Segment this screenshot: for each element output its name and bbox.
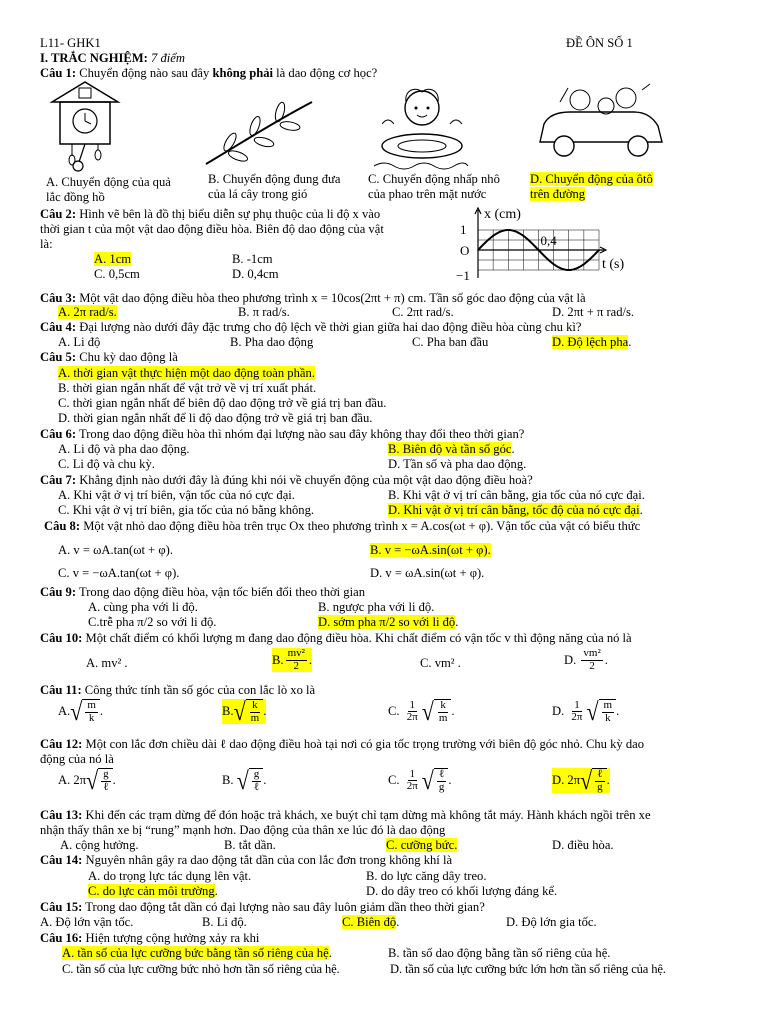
q3-option-b[interactable]: B. π rad/s. (238, 305, 290, 319)
question-12: Câu 12: Một con lắc đơn chiều dài ℓ dao động điều hoà tại nơi có gia tốc trọng trường với biên độ góc nhỏ. Chu kỳ dao (40, 737, 645, 751)
q15-option-d[interactable]: D. Độ lớn gia tốc. (506, 915, 597, 929)
data-point (507, 229, 509, 231)
q11-option-d[interactable]: D. $\frac{1}{2\pi}$ √ $\frac{m}{k}$ . (552, 696, 620, 726)
data-point (568, 269, 570, 271)
q9-option-c[interactable]: C.trễ pha π/2 so với li độ. (88, 615, 217, 629)
data-point (598, 249, 600, 251)
y-axis-label: x (cm) (484, 207, 521, 222)
q14-option-a[interactable]: A. do trọng lực tác dụng lên vật. (88, 869, 252, 883)
question-2: Câu 2: Hình vẽ bên là đồ thị biểu diễn sự phụ thuộc của li độ x vào (40, 207, 381, 221)
question-6: Câu 6: Trong dao động điều hòa thì nhóm đại lượng nào sau đây không thay đổi theo thời gian? (40, 427, 525, 441)
question-13-line2: nhận thấy thân xe bị “rung” mạnh hơn. Dao động của thân xe lúc đó là dao động (40, 823, 446, 837)
q10-option-d[interactable]: D. $\frac{\text{vm²}}{2}$ . (564, 647, 608, 672)
header-right: ĐỀ ÔN SỐ 1 (566, 36, 633, 50)
q13-option-c[interactable]: C. cưỡng bức. (386, 838, 458, 852)
q12-option-c[interactable]: C. $\frac{1}{2\pi}$ √ $\frac{\text{ℓ}}{g}$ . (388, 765, 452, 795)
q8-option-c[interactable]: C. v = −ωA.tan(ωt + φ). (58, 566, 180, 580)
q16-option-b[interactable]: B. tần số dao động bằng tần số riêng của hệ. (388, 946, 611, 960)
header-left: L11- GHK1 (40, 36, 101, 50)
data-point (477, 249, 479, 251)
q13-option-d[interactable]: D. điều hòa. (552, 838, 614, 852)
q4-option-d[interactable]: D. Độ lệch pha. (552, 335, 632, 349)
q2-option-a[interactable]: A. 1cm (94, 252, 132, 266)
question-7: Câu 7: Khẳng định nào dưới đây là đúng khi nói về chuyển động của một vật dao động điều hoà? (40, 473, 533, 487)
x-axis-label: t (s) (602, 257, 625, 272)
oscillation-chart (454, 204, 634, 284)
q6-option-a[interactable]: A. Li độ và pha dao động. (58, 442, 190, 456)
question-1: Câu 1: Chuyển động nào sau đây không phải là dao động cơ học? (40, 66, 378, 80)
annotation-label: 0,4 (540, 233, 557, 248)
q9-option-a[interactable]: A. cùng pha với li độ. (88, 600, 198, 614)
q9-option-b[interactable]: B. ngược pha với li độ. (318, 600, 435, 614)
q16-option-d[interactable]: D. tần số của lực cưỡng bức lớn hơn tần số riêng của hệ. (390, 962, 666, 976)
q10-option-a[interactable]: A. mv² . (86, 656, 128, 670)
leaf-branch-image (200, 94, 320, 170)
question-2-line3: là: (40, 237, 53, 251)
data-point (492, 235, 494, 237)
data-point (538, 249, 540, 251)
q16-option-a[interactable]: A. tần số của lực cưỡng bức bằng tần số riêng của hệ. (62, 946, 332, 960)
q13-option-b[interactable]: B. tắt dần. (224, 838, 276, 852)
question-9: Câu 9: Trong dao động điều hòa, vận tốc biến đổi theo thời gian (40, 585, 365, 599)
q11-option-a[interactable]: A. √ $\frac{m}{k}$ . (58, 696, 104, 726)
swim-float-image (368, 84, 474, 174)
question-3: Câu 3: Một vật dao động điều hòa theo phương trình x = 10cos(2πt + π) cm. Tần số góc dao động của vật là (40, 291, 586, 305)
origin-label: O (460, 243, 470, 258)
q15-option-a[interactable]: A. Độ lớn vận tốc. (40, 915, 134, 929)
q2-option-b[interactable]: B. -1cm (232, 252, 273, 266)
q1-option-d[interactable]: D. Chuyển động của ôtô trên đường (530, 172, 653, 201)
cuckoo-clock-image (48, 80, 122, 174)
q11-option-c[interactable]: C. $\frac{1}{2\pi}$ √ $\frac{k}{m}$ . (388, 696, 455, 726)
q6-option-b[interactable]: B. Biên độ và tần số góc. (388, 442, 515, 456)
q8-option-b[interactable]: B. v = −ωA.sin(ωt + φ). (370, 543, 491, 557)
q1-option-b[interactable]: B. Chuyển động đung đưa của lá cây trong gió (208, 172, 341, 201)
q15-option-b[interactable]: B. Li độ. (202, 915, 247, 929)
question-8: Câu 8: Một vật nhỏ dao động điều hòa trên trục Ox theo phương trình x = A.cos(ωt + φ). Vận tốc của vật có biểu thức (44, 519, 641, 533)
q14-option-b[interactable]: B. do lực căng dây treo. (366, 869, 487, 883)
q6-option-d[interactable]: D. Tần số và pha dao động. (388, 457, 527, 471)
q2-option-d[interactable]: D. 0,4cm (232, 267, 279, 281)
q7-option-c[interactable]: C. Khi vật ở vị trí biên, gia tốc của nó bằng không. (58, 503, 315, 517)
question-4: Câu 4: Đại lượng nào dưới đây đặc trưng cho độ lệch về thời gian giữa hai dao động điều hòa cùng chu kì? (40, 320, 582, 334)
q7-option-b[interactable]: B. Khi vật ở vị trí cân bằng, gia tốc của nó cực đại. (388, 488, 645, 502)
q12-option-d[interactable]: D. 2π √ $\frac{\text{ℓ}}{g}$ . (552, 765, 610, 795)
q5-option-a[interactable]: A. thời gian vật thực hiện một dao động toàn phần. (58, 366, 315, 380)
q10-option-c[interactable]: C. vm² . (420, 656, 461, 670)
q8-option-d[interactable]: D. v = ωA.sin(ωt + φ). (370, 566, 485, 580)
q8-option-a[interactable]: A. v = ωA.tan(ωt + φ). (58, 543, 173, 557)
data-point (523, 235, 525, 237)
q5-option-c[interactable]: C. thời gian ngắn nhất để biên độ dao động trở về giá trị ban đầu. (58, 396, 387, 410)
q6-option-c[interactable]: C. Li độ và chu kỳ. (58, 457, 155, 471)
q12-option-b[interactable]: B. √ $\frac{g}{\text{ℓ}}$ . (222, 765, 267, 795)
q12-option-a[interactable]: A. 2π √ $\frac{g}{\text{ℓ}}$ . (58, 765, 116, 795)
q4-option-a[interactable]: A. Li độ (58, 335, 101, 349)
q3-option-a[interactable]: A. 2π rad/s. (58, 305, 117, 319)
question-14: Câu 14: Nguyên nhân gây ra dao động tắt dần của con lắc đơn trong không khí là (40, 853, 453, 867)
q13-option-a[interactable]: A. cộng hưởng. (60, 838, 139, 852)
data-point (553, 263, 555, 265)
q14-option-c[interactable]: C. do lực cản môi trường. (88, 884, 218, 898)
question-16: Câu 16: Hiện tượng cộng hưởng xảy ra khi (40, 931, 260, 945)
q16-option-c[interactable]: C. tần số của lực cưỡng bức nhỏ hơn tần số riêng của hệ. (62, 962, 340, 976)
q1-option-a[interactable]: A. Chuyển động của quả lắc đồng hồ (46, 175, 171, 204)
q7-option-d[interactable]: D. Khi vật ở vị trí cân bằng, tốc độ của nó cực đại. (388, 503, 643, 517)
q15-option-c[interactable]: C. Biên độ. (342, 915, 400, 929)
q5-option-b[interactable]: B. thời gian ngắn nhất để vật trở về vị trí xuất phát. (58, 381, 317, 395)
q2-option-c[interactable]: C. 0,5cm (94, 267, 140, 281)
section-title: I. TRẮC NGHIỆM: 7 điểm (40, 51, 185, 65)
data-point (583, 263, 585, 265)
question-2-line2: thời gian t của một vật dao động điều hòa. Biên độ dao động của vật (40, 222, 384, 236)
question-15: Câu 15: Trong dao động tắt dần có đại lượng nào sau đây luôn giảm dần theo thời gian? (40, 900, 485, 914)
q5-option-d[interactable]: D. thời gian ngắn nhất để li độ dao động trở về giá trị ban đầu. (58, 411, 373, 425)
q7-option-a[interactable]: A. Khi vật ở vị trí biên, vận tốc của nó cực đại. (58, 488, 295, 502)
q1-option-c[interactable]: C. Chuyển động nhấp nhô của phao trên mặt nước (368, 172, 500, 201)
question-11: Câu 11: Công thức tính tần số góc của con lắc lò xo là (40, 683, 316, 697)
q3-option-d[interactable]: D. 2πt + π rad/s. (552, 305, 635, 319)
q10-option-b[interactable]: B. $\frac{\text{mv²}}{2}$ . (272, 647, 313, 672)
question-10: Câu 10: Một chất điểm có khối lượng m đang dao động điều hòa. Khi chất điểm có vận tốc v thì động năng của nó là (40, 631, 632, 645)
q11-option-b[interactable]: B. √ $\frac{k}{m}$ . (222, 696, 267, 726)
car-family-image (530, 80, 670, 172)
y-tick-label: 1 (460, 222, 467, 237)
question-13: Câu 13: Khi đến các trạm dừng để đón hoặc trả khách, xe buýt chỉ tạm dừng mà không tắt máy. Hành khách ngồi trên xe (40, 808, 651, 822)
q9-option-d[interactable]: D. sớm pha π/2 so với li độ. (318, 615, 459, 629)
question-12-line2: động của nó là (40, 752, 114, 766)
question-5: Câu 5: Chu kỳ dao động là (40, 350, 178, 364)
q14-option-d[interactable]: D. do dây treo có khối lượng đáng kể. (366, 884, 558, 898)
y-tick-label: −1 (456, 268, 470, 283)
q4-option-b[interactable]: B. Pha dao động (230, 335, 314, 349)
q3-option-c[interactable]: C. 2πt rad/s. (392, 305, 454, 319)
q4-option-c[interactable]: C. Pha ban đầu (412, 335, 489, 349)
